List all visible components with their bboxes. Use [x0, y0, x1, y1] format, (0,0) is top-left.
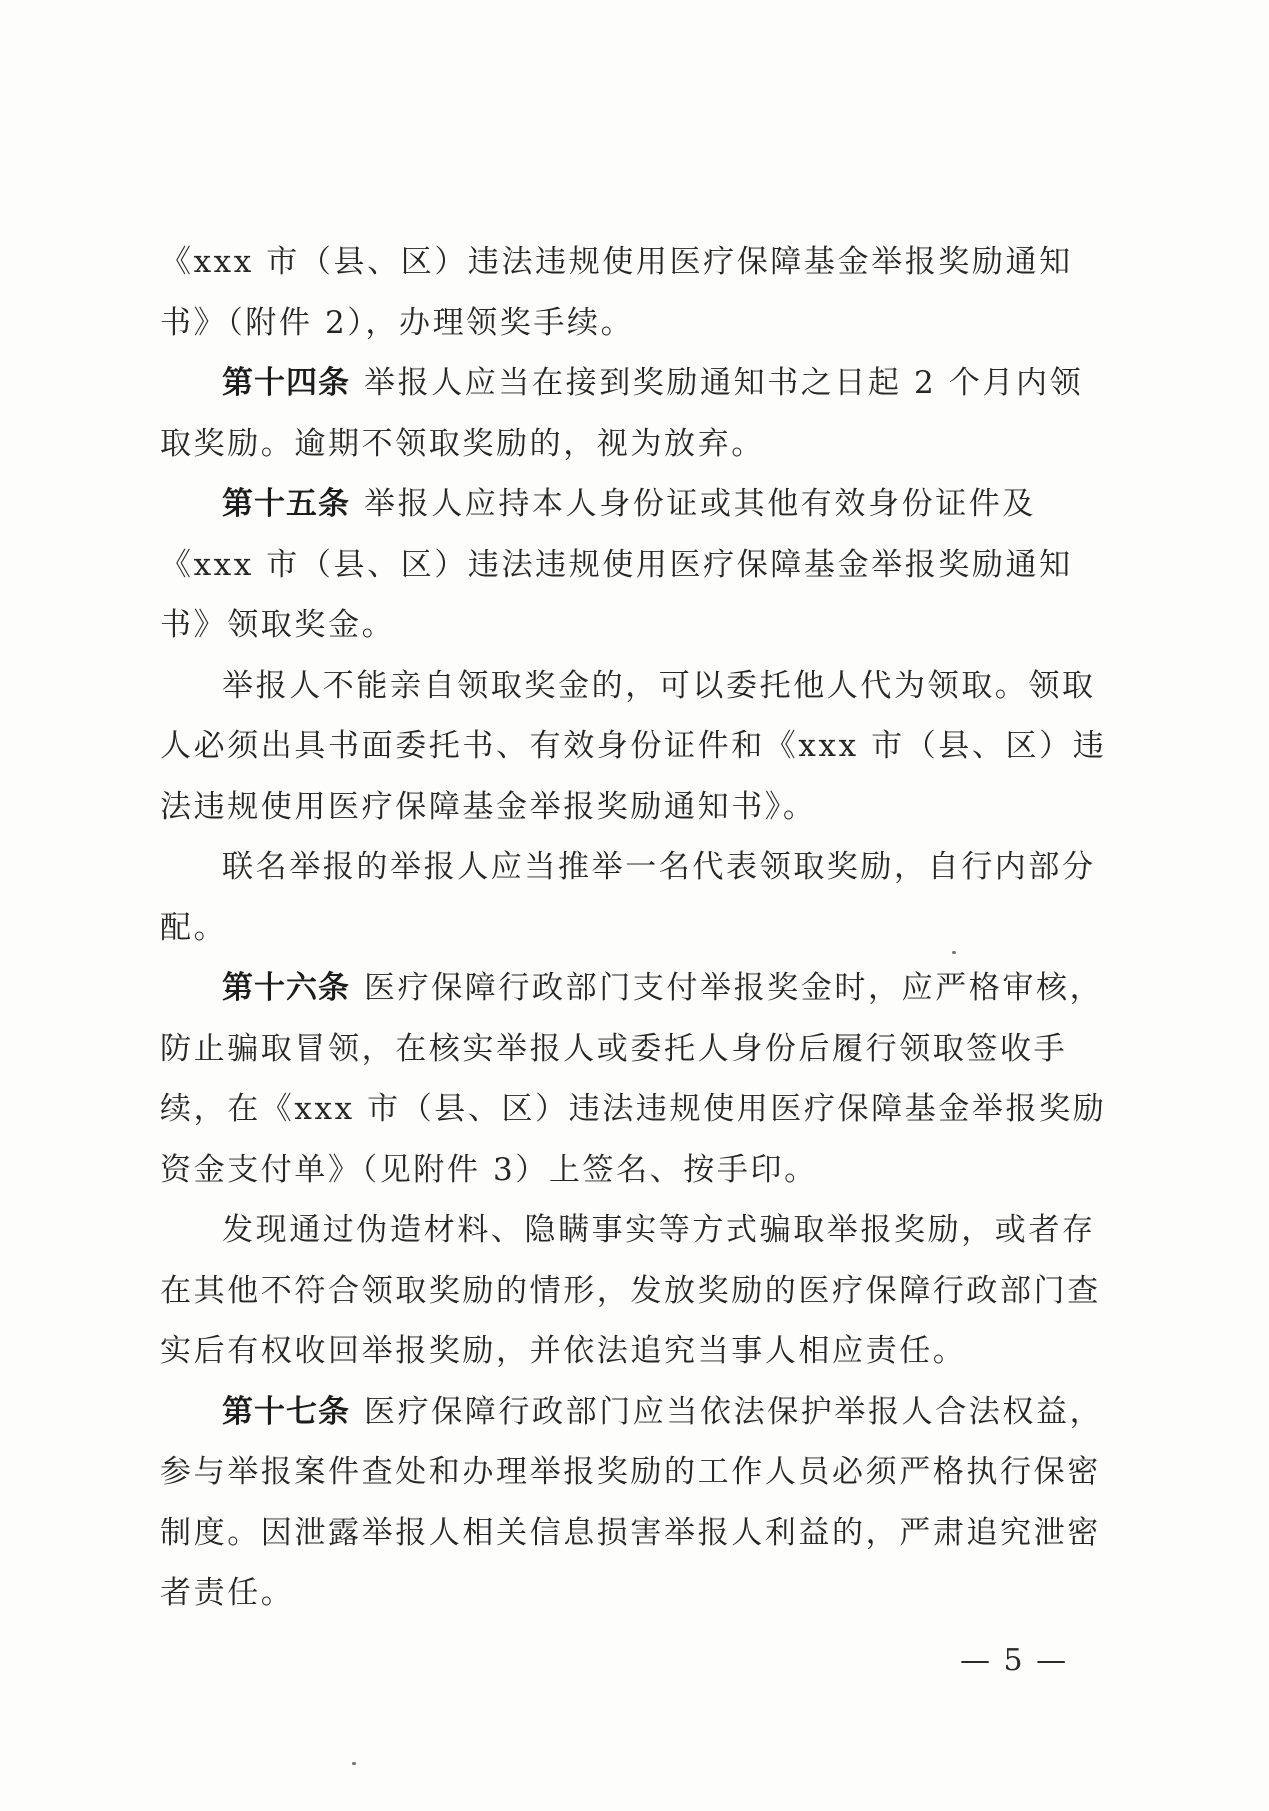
article-heading: 第十六条 [222, 970, 350, 1006]
document-body [160, 232, 1110, 1624]
article-14 [160, 353, 1110, 474]
article-heading: 第十五条 [222, 486, 350, 522]
paragraph-joint-report [160, 837, 1110, 958]
paragraph-text: 举报人不能亲自领取奖金的，可以委托他人代为领取。领取人必须出具书面委托书、有效身份证件和《xxx 市（县、区）违法违规使用医疗保障基金举报奖励通知书》。 [160, 667, 1107, 825]
article-heading: 第十四条 [222, 365, 350, 401]
paragraph-text: 医疗保障行政部门支付举报奖金时，应严格审核，防止骗取冒领，在核实举报人或委托人身份后履行领取签收手续，在《xxx 市（县、区）违法违规使用医疗保障基金举报奖励资金支付单》（见附件 3）上签名、按手印。 [160, 970, 1107, 1188]
article-16 [160, 958, 1110, 1200]
article-15 [160, 474, 1110, 656]
paragraph-text: 《xxx 市（县、区）违法违规使用医疗保障基金举报奖励通知书》（附件 2），办理领奖手续。 [160, 244, 1073, 341]
article-17 [160, 1382, 1110, 1624]
paragraph-text: 举报人应当在接到奖励通知书之日起 2 个月内领取奖励。逾期不领取奖励的，视为放弃。 [160, 365, 1084, 462]
paragraph-text: 举报人应持本人身份证或其他有效身份证件及《xxx 市（县、区）违法违规使用医疗保障基金举报奖励通知书》领取奖金。 [160, 486, 1073, 643]
paragraph-text: 医疗保障行政部门应当依法保护举报人合法权益，参与举报案件查处和办理举报奖励的工作人员必须严格执行保密制度。因泄露举报人相关信息损害举报人利益的，严肃追究泄密者责任。 [160, 1393, 1104, 1611]
scan-speck [352, 1762, 356, 1765]
paragraph-fraud-recovery [160, 1200, 1110, 1382]
paragraph-text: 发现通过伪造材料、隐瞒事实等方式骗取举报奖励，或者存在其他不符合领取奖励的情形，发放奖励的医疗保障行政部门查实后有权收回举报奖励，并依法追究当事人相应责任。 [160, 1212, 1101, 1369]
paragraph-proxy-claim [160, 656, 1110, 838]
article-heading: 第十七条 [222, 1393, 350, 1430]
paragraph-text: 联名举报的举报人应当推举一名代表领取奖励，自行内部分配。 [160, 849, 1096, 946]
paragraph-continuation [160, 232, 1110, 353]
page-number: — 5 — [960, 1643, 1069, 1678]
scan-speck [952, 951, 956, 954]
